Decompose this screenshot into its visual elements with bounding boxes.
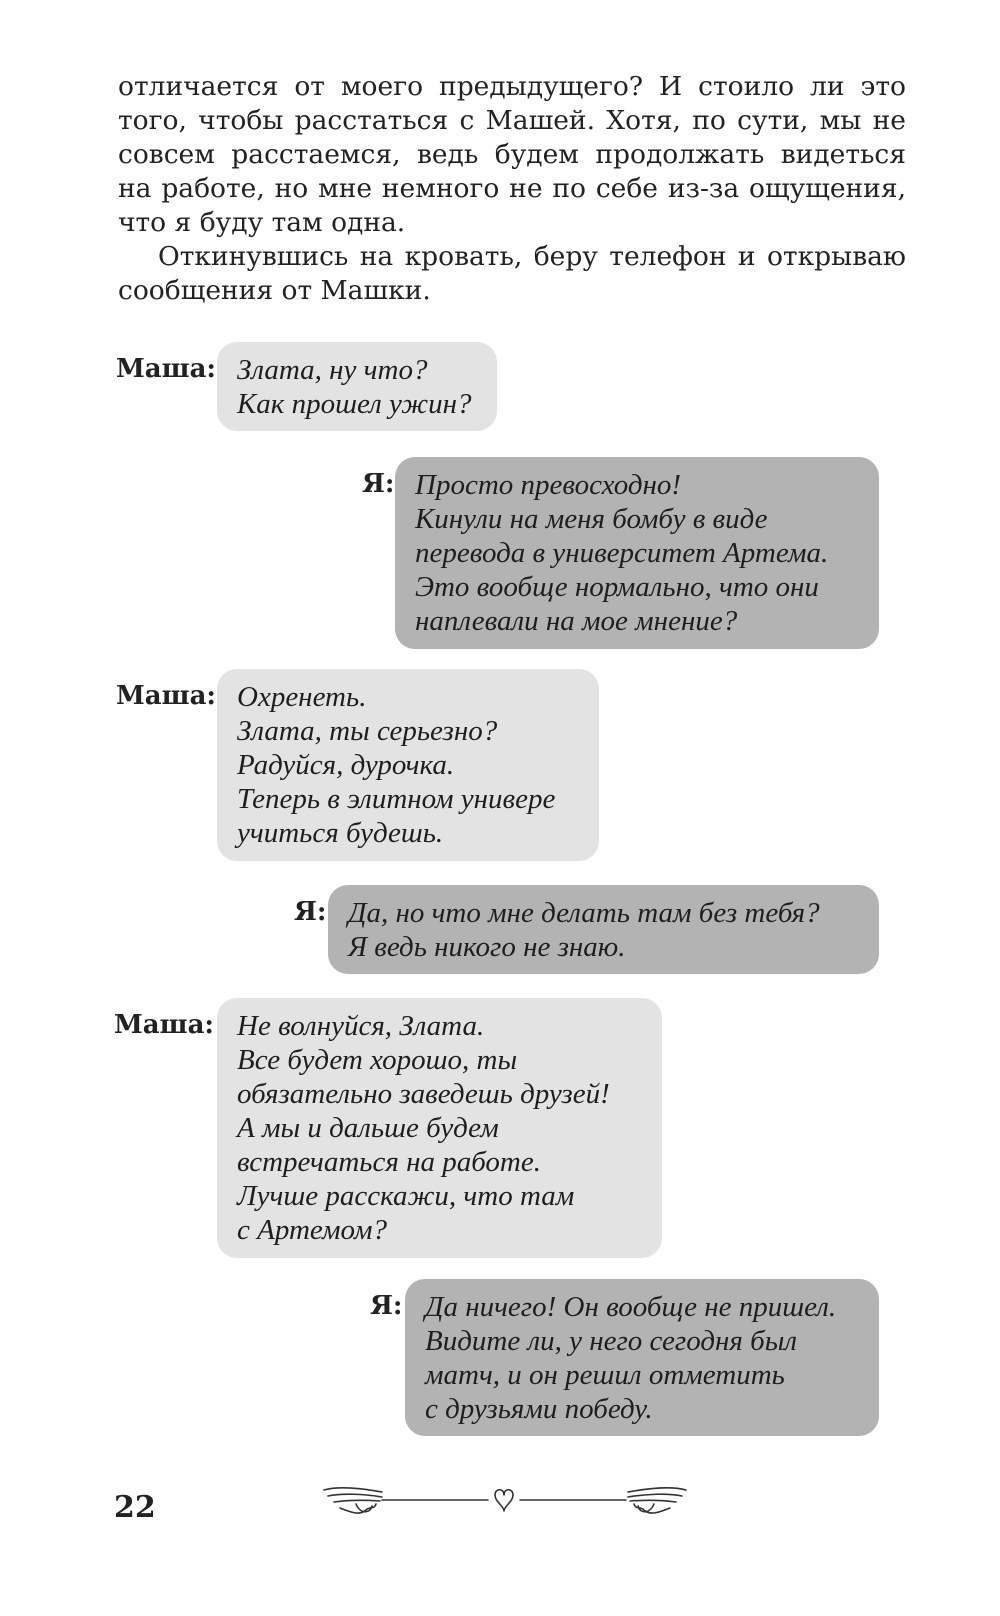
message-line: Не волнуйся, Злата. — [237, 1010, 485, 1042]
message-line: Просто превосходно! — [415, 469, 682, 501]
message-bubble — [217, 998, 662, 1258]
message-bubble — [395, 457, 879, 649]
message-line: с Артемом? — [237, 1214, 387, 1246]
message-line: Это вообще нормально, что они — [415, 571, 819, 603]
message-line: Лучше расскажи, что там — [237, 1180, 575, 1212]
message-line: Охренеть. — [237, 681, 367, 713]
message-bubble — [405, 1279, 879, 1436]
message-line: Теперь в элитном универе — [237, 783, 556, 815]
message-line: Злата, ну что? — [237, 354, 428, 386]
body-text — [118, 70, 906, 308]
paragraph-1: отличается от моего предыдущего? И стоило ли это того, чтобы расстаться с Машей. Хотя, по сути, мы не совсем расстаемся, ведь будем продолжать видеться на работе, но мне немного не по себе из-за ощущения, что я буду там одна. — [118, 71, 906, 238]
speaker-label: Маша: — [116, 681, 217, 711]
message-line: встречаться на работе. — [237, 1146, 541, 1178]
message-line: Кинули на меня бомбу в виде — [415, 503, 768, 535]
message-line: Видите ли, у него сегодня был — [425, 1325, 797, 1357]
message-line: Как прошел ужин? — [237, 388, 472, 420]
speaker-label: Я: — [294, 897, 327, 927]
message-line: учиться будешь. — [237, 817, 444, 849]
speaker-label: Я: — [370, 1291, 403, 1321]
message-line: Я ведь никого не знаю. — [348, 931, 626, 963]
wings-heart-divider-icon — [320, 1480, 690, 1524]
message-line: перевода в университет Артема. — [415, 537, 829, 569]
message-line: А мы и дальше будем — [237, 1112, 499, 1144]
message-line: Все будет хорошо, ты — [237, 1044, 518, 1076]
message-line: матч, и он решил отметить — [425, 1359, 785, 1391]
speaker-label: Я: — [362, 469, 395, 499]
message-line: Да, но что мне делать там без тебя? — [348, 897, 820, 929]
message-line: Злата, ты серьезно? — [237, 715, 498, 747]
page-number: 22 — [114, 1490, 156, 1525]
message-bubble — [217, 669, 599, 861]
message-line: Да ничего! Он вообще не пришел. — [425, 1291, 837, 1323]
speaker-label: Маша: — [114, 1010, 215, 1040]
message-line: с друзьями победу. — [425, 1393, 653, 1425]
speaker-label: Маша: — [116, 354, 217, 384]
message-line: обязательно заведешь друзей! — [237, 1078, 610, 1110]
paragraph-2: Откинувшись на кровать, беру телефон и открываю сообщения от Машки. — [118, 241, 906, 306]
message-line: Радуйся, дурочка. — [237, 749, 455, 781]
message-bubble — [217, 342, 497, 431]
message-line: наплевали на мое мнение? — [415, 605, 738, 637]
message-bubble — [328, 885, 879, 974]
